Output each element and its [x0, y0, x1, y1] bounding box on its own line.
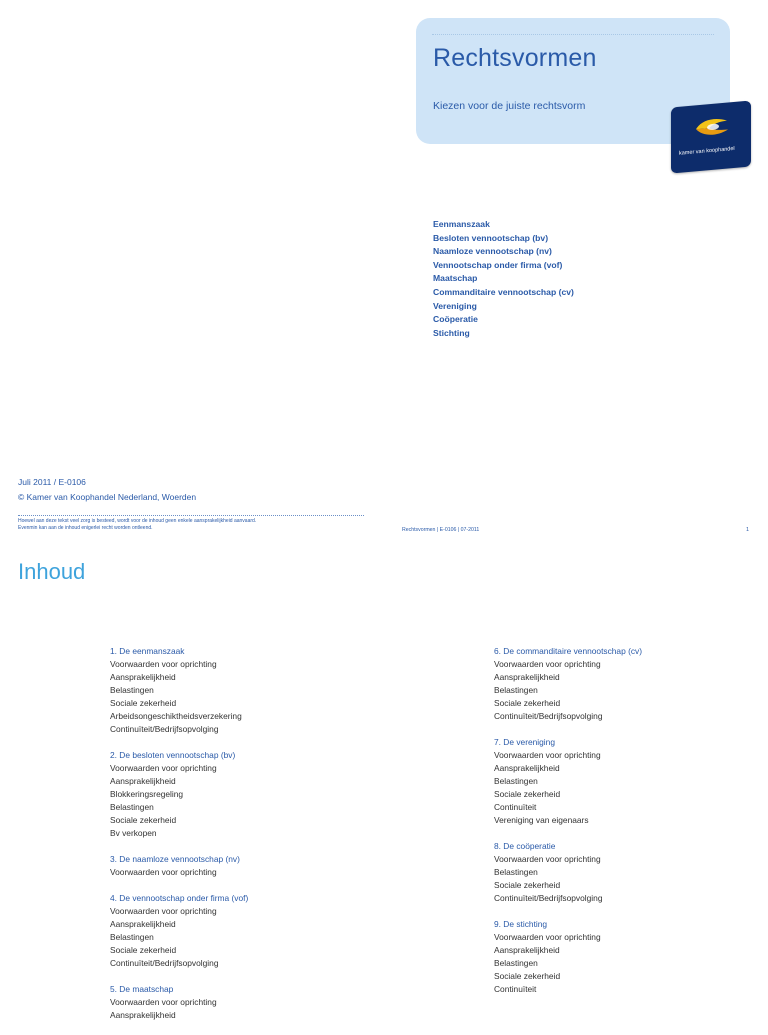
toc-entry[interactable]: Belastingen [110, 685, 154, 695]
list-item: Besloten vennootschap (bv) [433, 232, 549, 243]
toc-section-heading[interactable]: 1. De eenmanszaak [110, 646, 185, 656]
logo-text: kamer van koophandel [679, 145, 735, 157]
toc-section-heading[interactable]: 7. De vereniging [494, 737, 555, 747]
toc-entry[interactable]: Sociale zekerheid [494, 971, 561, 981]
toc-entry[interactable]: Belastingen [494, 685, 538, 695]
toc-entry[interactable]: Aansprakelijkheid [494, 763, 560, 773]
toc-entry[interactable]: Voorwaarden voor oprichting [110, 997, 217, 1007]
footer-divider [18, 515, 364, 516]
toc-entry[interactable]: Belastingen [110, 802, 154, 812]
toc-section-heading[interactable]: 8. De coöperatie [494, 841, 556, 851]
toc-entry[interactable]: Voorwaarden voor oprichting [110, 659, 217, 669]
page-number: 1 [746, 527, 750, 533]
disclaimer [18, 518, 256, 532]
toc-entry[interactable]: Sociale zekerheid [110, 815, 177, 825]
toc-section-heading[interactable]: 5. De maatschap [110, 984, 174, 994]
list-item: Vennootschap onder firma (vof) [433, 259, 563, 270]
list-item: Eenmanszaak [433, 219, 490, 229]
header-divider [432, 34, 714, 35]
toc-section [110, 749, 370, 840]
toc-entry[interactable]: Belastingen [494, 776, 538, 786]
list-item: Vereniging [433, 300, 477, 311]
list-item: Naamloze vennootschap (nv) [433, 246, 552, 257]
toc-entry[interactable]: Voorwaarden voor oprichting [494, 750, 601, 760]
toc-entry[interactable]: Voorwaarden voor oprichting [110, 906, 217, 916]
kvk-logo [671, 101, 751, 174]
toc-entry[interactable]: Aansprakelijkheid [110, 776, 176, 786]
disclaimer-line: Evenmin kan aan de inhoud enigerlei recht worden ontleend. [18, 525, 153, 531]
toc-entry[interactable]: Voorwaarden voor oprichting [494, 932, 601, 942]
list-item: Maatschap [433, 273, 478, 284]
toc-entry[interactable]: Vereniging van eigenaars [494, 815, 589, 825]
toc-section [110, 645, 370, 736]
list-item: Stichting [433, 327, 470, 338]
toc-entry[interactable]: Voorwaarden voor oprichting [110, 867, 217, 877]
toc-entry[interactable]: Continuïteit/Bedrijfsopvolging [494, 893, 603, 903]
toc-section [494, 840, 754, 905]
toc-section [494, 918, 754, 996]
toc-entry[interactable]: Continuïteit/Bedrijfsopvolging [110, 724, 219, 734]
toc-entry[interactable]: Belastingen [110, 932, 154, 942]
toc-section [110, 892, 370, 970]
toc-entry[interactable]: Sociale zekerheid [494, 698, 561, 708]
list-item: Coöperatie [433, 314, 478, 325]
toc-entry[interactable]: Aansprakelijkheid [494, 945, 560, 955]
toc-entry[interactable]: Sociale zekerheid [494, 880, 561, 890]
toc-column-left [110, 645, 370, 1035]
toc-entry[interactable]: Aansprakelijkheid [110, 672, 176, 682]
toc-section [110, 983, 370, 1022]
toc-section [110, 853, 370, 879]
toc-entry[interactable]: Continuïteit/Bedrijfsopvolging [494, 711, 603, 721]
toc-entry[interactable]: Aansprakelijkheid [110, 919, 176, 929]
toc-entry[interactable]: Aansprakelijkheid [494, 672, 560, 682]
toc-entry[interactable]: Voorwaarden voor oprichting [494, 659, 601, 669]
toc-entry[interactable]: Arbeidsongeschiktheidsverzekering [110, 711, 242, 721]
list-item: Commanditaire vennootschap (cv) [433, 286, 574, 297]
publication-date: Juli 2011 / E-0106 [18, 477, 86, 487]
toc-entry[interactable]: Voorwaarden voor oprichting [494, 854, 601, 864]
toc-entry[interactable]: Sociale zekerheid [494, 789, 561, 799]
toc-title: Inhoud [18, 559, 86, 584]
toc-section [494, 645, 754, 723]
toc-entry[interactable]: Aansprakelijkheid [110, 1010, 176, 1020]
toc-entry[interactable]: Bv verkopen [110, 828, 157, 838]
toc-entry[interactable]: Continuïteit [494, 984, 537, 994]
toc-entry[interactable]: Continuïteit [494, 802, 537, 812]
document-title: Rechtsvormen [433, 44, 597, 72]
toc-entry[interactable]: Blokkeringsregeling [110, 789, 184, 799]
kvk-logo-icon [693, 114, 731, 139]
toc-section-heading[interactable]: 9. De stichting [494, 919, 548, 929]
toc-entry[interactable]: Belastingen [494, 867, 538, 877]
toc-entry[interactable]: Voorwaarden voor oprichting [110, 763, 217, 773]
toc-section-heading[interactable]: 2. De besloten vennootschap (bv) [110, 750, 236, 760]
legal-forms-list [433, 218, 574, 340]
copyright-notice: © Kamer van Koophandel Nederland, Woerden [18, 492, 197, 502]
toc-entry[interactable]: Belastingen [494, 958, 538, 968]
toc-entry[interactable]: Sociale zekerheid [110, 945, 177, 955]
toc-entry[interactable]: Sociale zekerheid [110, 698, 177, 708]
toc-entry[interactable]: Continuïteit/Bedrijfsopvolging [110, 958, 219, 968]
toc-section-heading[interactable]: 4. De vennootschap onder firma (vof) [110, 893, 249, 903]
document-subtitle: Kiezen voor de juiste rechtsvorm [433, 100, 586, 112]
disclaimer-line: Hoewel aan deze tekst veel zorg is besteed, wordt voor de inhoud geen enkele aansprakelijkheid aanvaard. [18, 518, 257, 524]
toc-section [494, 736, 754, 827]
toc-section-heading[interactable]: 6. De commanditaire vennootschap (cv) [494, 646, 643, 656]
toc-column-right [494, 645, 754, 1009]
toc-section-heading[interactable]: 3. De naamloze vennootschap (nv) [110, 854, 240, 864]
running-head: Rechtsvormen | E-0106 | 07-2011 [402, 527, 480, 533]
